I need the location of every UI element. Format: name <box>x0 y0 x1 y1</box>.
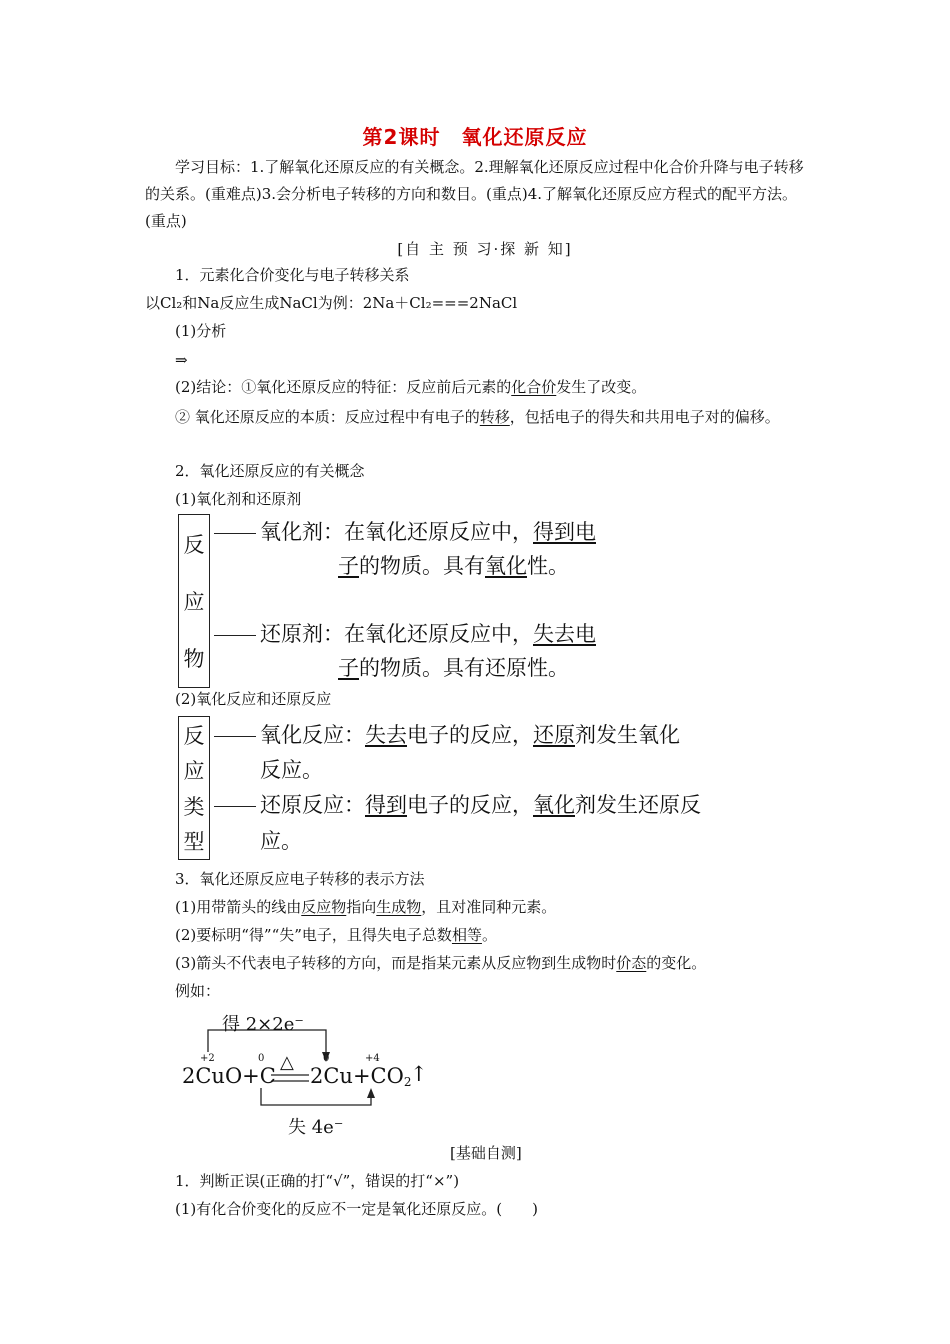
oxidation-state-c: 0 <box>258 1053 265 1064</box>
method-point-1: (1)用带箭头的线由反应物指向生成物，且对准同种元素。 <box>175 898 557 916</box>
oxidant-definition: 氧化剂：在氧化还原反应中，得到电 <box>260 520 596 544</box>
essence-paragraph: ② 氧化还原反应的本质：反应过程中有电子的转移，包括电子的得失和共用电子对的偏移。 <box>175 408 780 426</box>
section-header-self-test: [基础自测] <box>450 1144 522 1162</box>
question-1: 1．判断正误(正确的打“√”，错误的打“×”) <box>175 1172 460 1190</box>
heading-1: 1．元素化合价变化与电子转移关系 <box>175 266 410 284</box>
answer-blank: 转移 <box>479 408 510 426</box>
answer-blank: 得到 <box>365 793 407 817</box>
answer-blank: 失去 <box>365 723 407 747</box>
oxidation-state-cu-product: 0 <box>323 1053 330 1064</box>
answer-blank: 子 <box>338 554 359 578</box>
example-intro: 以Cl₂和Na反应生成NaCl为例：2Na＋Cl₂===2NaCl <box>145 294 518 312</box>
reductant-definition: 还原剂：在氧化还原反应中，失去电 <box>260 622 596 646</box>
answer-blank: 相等 <box>451 926 482 944</box>
reduction-reaction-definition: 还原反应：得到电子的反应，氧化剂发生还原反 <box>260 793 701 817</box>
example-label: 例如： <box>175 982 221 1000</box>
answer-blank: 价态 <box>616 954 647 972</box>
subheading-oxidant-reductant: (1)氧化剂和还原剂 <box>175 490 302 508</box>
reaction-type-box: 反 应 类 型 <box>178 716 210 860</box>
heading-3: 3．氧化还原反应电子转移的表示方法 <box>175 870 425 888</box>
answer-blank: 子 <box>338 656 359 680</box>
oxidation-state-co2: +4 <box>365 1053 380 1064</box>
answer-blank: 氧化 <box>533 793 575 817</box>
heading-2: 2．氧化还原反应的有关概念 <box>175 462 365 480</box>
section-header-preview: [自 主 预 习·探 新 知] <box>397 240 573 258</box>
answer-blank: 化合价 <box>511 378 557 396</box>
oxidation-reaction-definition: 氧化反应：失去电子的反应，还原剂发生氧化 <box>260 723 680 747</box>
equation-products: $2Cu+CO_2$ <box>310 1064 412 1089</box>
equation-reactants: 2CuO+C <box>182 1064 276 1088</box>
answer-blank: 失去电 <box>533 622 596 646</box>
method-point-3: (3)箭头不代表电子转移的方向，而是指某元素从反应物到生成物时价态的变化。 <box>175 954 707 972</box>
heating-symbol: △ <box>280 1052 294 1073</box>
analysis-label: (1)分析 <box>175 322 227 340</box>
answer-blank: 反应物 <box>301 898 347 916</box>
method-point-2: (2)要标明“得”“失”电子，且得失电子总数相等。 <box>175 926 497 944</box>
oxidation-state-cu: +2 <box>200 1053 215 1064</box>
answer-blank: 氧化 <box>485 554 527 578</box>
page-title: 第2课时 氧化还原反应 <box>362 125 588 149</box>
learning-objectives: 学习目标：1.了解氧化还原反应的有关概念。2.理解氧化还原反应过程中化合价升降与电子转移的关系。(重难点)3.会分析电子转移的方向和数目。(重点)4.了解氧化还原反应方程式的配平方法。(重点) <box>145 158 804 230</box>
lose-electrons-label: 失 4e⁻ <box>288 1117 344 1138</box>
reactant-box: 反 应 物 <box>178 514 210 688</box>
reduction-reaction-definition-cont: 应。 <box>260 829 302 853</box>
oxidation-reaction-definition-cont: 反应。 <box>260 758 323 782</box>
reductant-definition-cont: 子的物质。具有还原性。 <box>338 656 569 680</box>
answer-blank: 得到电 <box>533 520 596 544</box>
gas-arrow-icon: ↑ <box>410 1062 428 1086</box>
subheading-reaction-types: (2)氧化反应和还原反应 <box>175 690 332 708</box>
question-1-item-1: (1)有化合价变化的反应不一定是氧化还原反应。( ) <box>175 1200 538 1218</box>
answer-blank: 还原 <box>533 723 575 747</box>
oxidant-definition-cont: 子的物质。具有氧化性。 <box>338 554 569 578</box>
conclusion-line: (2)结论：①氧化还原反应的特征：反应前后元素的化合价发生了改变。 <box>175 378 647 396</box>
implies-arrow: ⇒ <box>175 351 188 369</box>
gain-electrons-label: 得 2×2e⁻ <box>222 1014 304 1035</box>
answer-blank: 生成物 <box>376 898 422 916</box>
